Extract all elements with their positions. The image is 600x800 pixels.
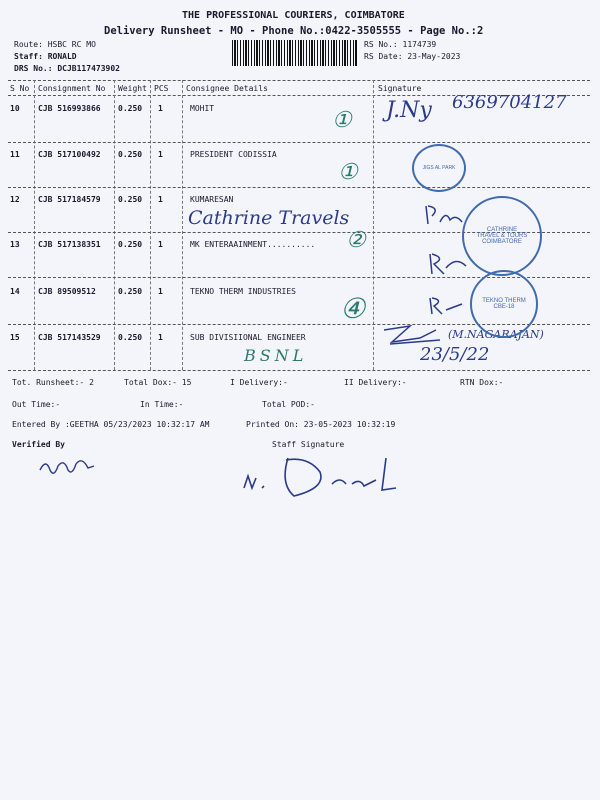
handwritten-bsnl: BSNL: [244, 346, 308, 365]
col-pcs: PCS: [154, 84, 169, 93]
verified-by-label: Verified By: [12, 440, 65, 449]
route-label: Route: HSBC RC MO: [14, 40, 96, 49]
signature-scribble: [426, 250, 472, 278]
signature-scribble: [380, 320, 450, 350]
verifier-signature: [36, 452, 98, 482]
col-consignee: Consignee Details: [186, 84, 268, 93]
col-divider: [114, 80, 115, 370]
row-consignee: MOHIT: [190, 104, 215, 113]
col-divider: [182, 80, 183, 370]
stamp-text: JIGS AL PARK: [422, 165, 456, 171]
handwritten-count: ①: [332, 108, 352, 133]
company-title: THE PROFESSIONAL COURIERS, COIMBATORE: [182, 10, 405, 21]
signature-scribble: [422, 202, 466, 228]
handwritten-phone: 6369704127: [452, 92, 567, 113]
row-weight: 0.250: [118, 333, 143, 342]
col-divider: [150, 80, 151, 370]
row-weight: 0.250: [118, 195, 143, 204]
out-time: Out Time:-: [12, 400, 61, 409]
printed-on: Printed On: 23-05-2023 10:32:19: [246, 420, 396, 429]
row-sno: 10: [10, 104, 20, 113]
row-sno: 11: [10, 150, 20, 159]
in-time: In Time:-: [140, 400, 184, 409]
stamp: [412, 144, 466, 192]
row-weight: 0.250: [118, 287, 143, 296]
row-pcs: 1: [158, 104, 163, 113]
row-weight: 0.250: [118, 150, 143, 159]
handwritten-signature: (M.NAGARAJAN): [448, 328, 544, 341]
row-pcs: 1: [158, 287, 163, 296]
row-divider: [8, 370, 590, 371]
stamp-text: CATHRINE TRAVEL & TOURS COIMBATORE: [476, 227, 528, 245]
row-pcs: 1: [158, 240, 163, 249]
row-weight: 0.250: [118, 104, 143, 113]
row-consignee: KUMARESAN: [190, 195, 234, 204]
row-sno: 15: [10, 333, 20, 342]
stamp-text: TEKNO THERM CBE-18: [482, 298, 526, 310]
entered-by: Entered By :GEETHA 05/23/2023 10:32:17 AM: [12, 420, 210, 429]
col-sno: S No: [10, 84, 30, 93]
rs-date: RS Date: 23-May-2023: [364, 52, 461, 61]
row-consignment: CJB 517138351: [38, 240, 101, 249]
row-consignee: MK ENTERAAINMENT..........: [190, 240, 316, 249]
row-consignee: SUB DIVISIIONAL ENGINEER: [190, 333, 306, 342]
runsheet-subtitle: Delivery Runsheet - MO - Phone No.:0422-3505555 - Page No.:2: [104, 25, 484, 37]
handwritten-count: ②: [346, 228, 366, 253]
row-consignment: CJB 89509512: [38, 287, 96, 296]
handwritten-count: ④: [340, 292, 366, 325]
row-pcs: 1: [158, 195, 163, 204]
row-pcs: 1: [158, 333, 163, 342]
divider: [8, 80, 590, 81]
handwritten-count: ①: [338, 160, 358, 185]
handwritten-signature: J.Ny: [386, 98, 432, 123]
stamp: [470, 270, 538, 338]
staff-signature: [236, 448, 412, 504]
row-divider: [8, 142, 590, 143]
row-sno: 14: [10, 287, 20, 296]
ii-delivery: II Delivery:-: [344, 378, 407, 387]
row-consignee: TEKNO THERM INDUSTRIES: [190, 287, 296, 296]
total-runsheet: Tot. Runsheet:- 2: [12, 378, 94, 387]
i-delivery: I Delivery:-: [230, 378, 288, 387]
col-divider: [373, 80, 374, 370]
row-divider: [8, 187, 590, 188]
row-consignment: CJB 517143529: [38, 333, 101, 342]
col-divider: [34, 80, 35, 370]
row-consignment: CJB 517100492: [38, 150, 101, 159]
stamp: [462, 196, 542, 276]
rs-number: RS No.: 1174739: [364, 40, 437, 49]
rtn-dox: RTN Dox:-: [460, 378, 504, 387]
barcode: [232, 40, 358, 66]
staff-label: Staff: RONALD: [14, 52, 77, 61]
drs-number: DRS No.: DCJB117473902: [14, 64, 120, 73]
row-consignee: PRESIDENT CODISSIA: [190, 150, 277, 159]
signature-scribble: [426, 294, 466, 318]
col-weight: Weight: [118, 84, 147, 93]
total-pod: Total POD:-: [262, 400, 315, 409]
handwritten-date: 23/5/22: [420, 344, 490, 365]
row-pcs: 1: [158, 150, 163, 159]
col-signature: Signature: [378, 84, 422, 93]
row-sno: 12: [10, 195, 20, 204]
row-consignment: CJB 516993866: [38, 104, 101, 113]
staff-signature-label: Staff Signature: [272, 440, 345, 449]
row-sno: 13: [10, 240, 20, 249]
col-consignment: Consignment No: [38, 84, 106, 93]
handwritten-name: Cathrine Travels: [188, 207, 350, 229]
row-weight: 0.250: [118, 240, 143, 249]
total-dox: Total Dox:- 15: [124, 378, 192, 387]
row-consignment: CJB 517184579: [38, 195, 101, 204]
